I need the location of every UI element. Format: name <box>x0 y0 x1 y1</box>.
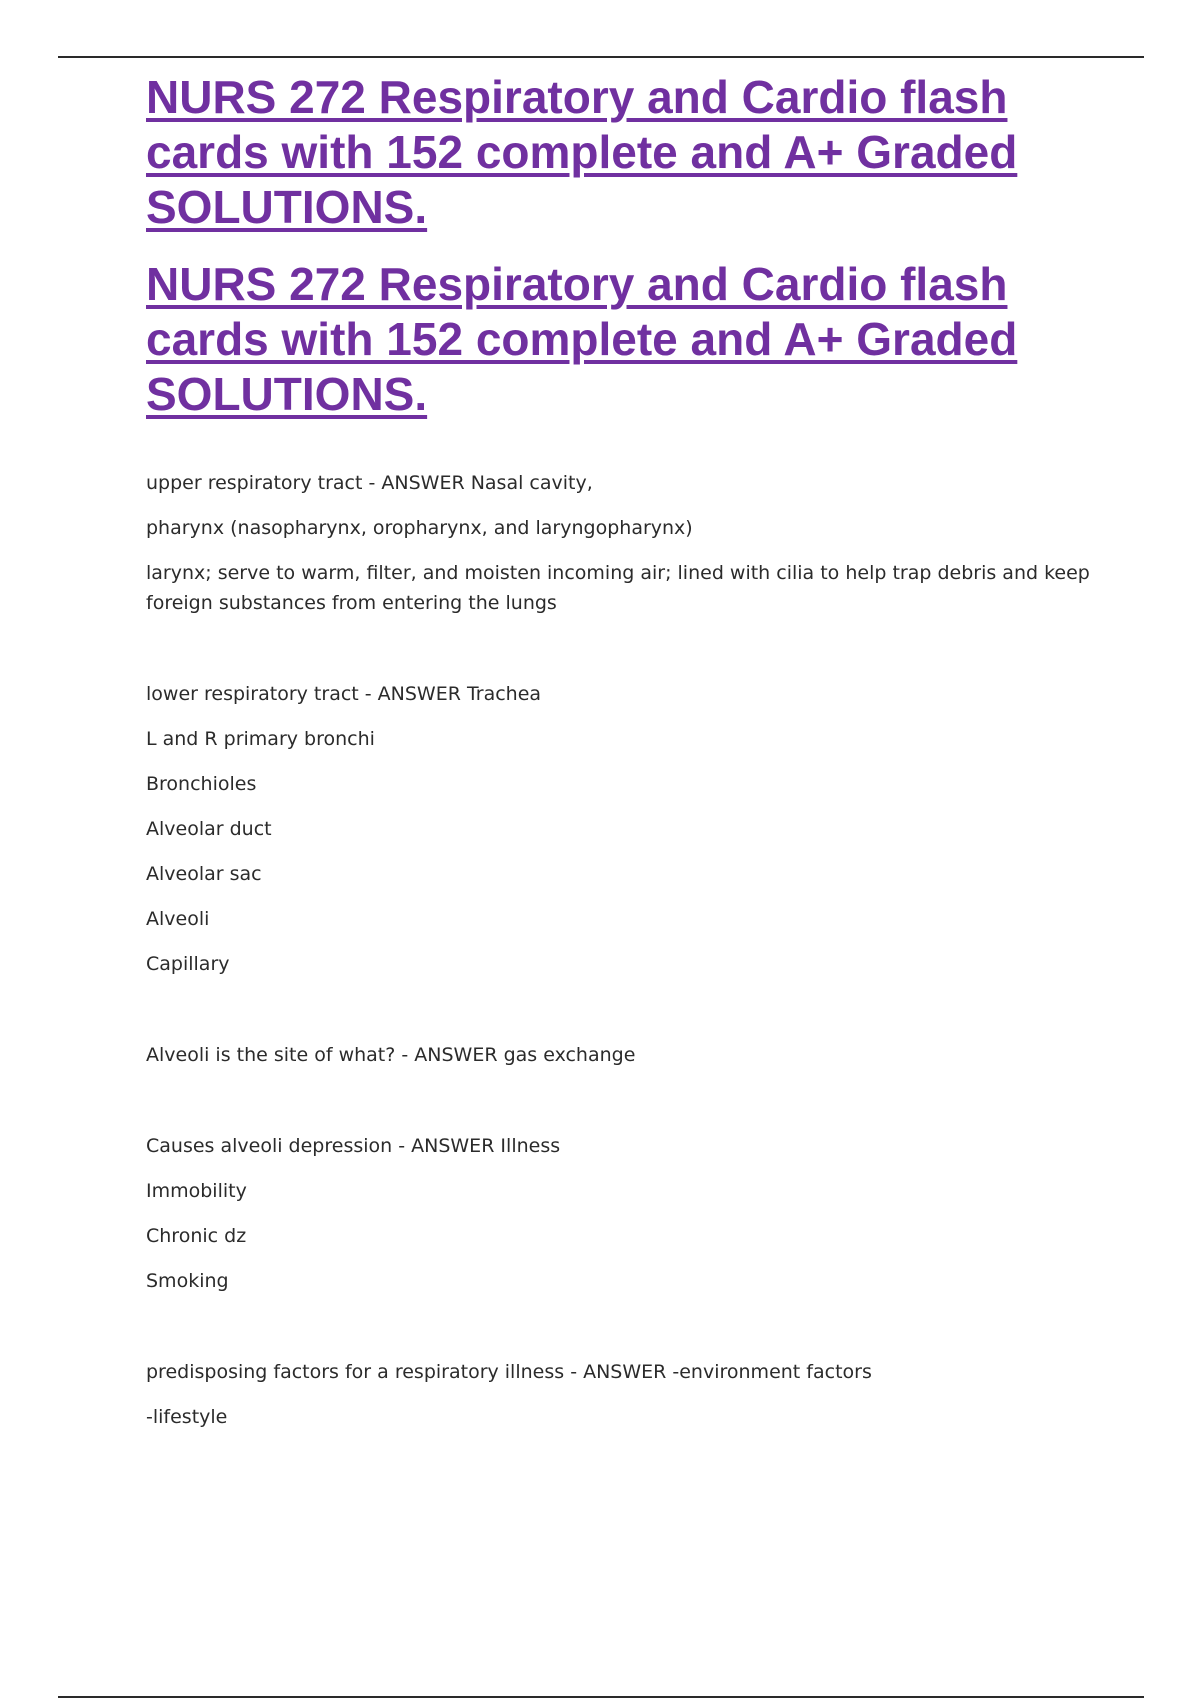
flashcard-line: Causes alveoli depression - ANSWER Illness <box>146 1135 561 1157</box>
flashcard-line: L and R primary bronchi <box>146 728 375 750</box>
flashcard-alveoli-depression <box>146 1131 1106 1311</box>
flashcard-line: -lifestyle <box>146 1406 228 1428</box>
flashcard-line: Alveolar duct <box>146 818 272 840</box>
flashcard-lower-respiratory <box>146 679 1106 994</box>
flashcard-line: Bronchioles <box>146 773 257 795</box>
flashcard-line: Immobility <box>146 1180 247 1202</box>
flashcard-line: Alveoli is the site of what? - ANSWER gas exchange <box>146 1044 636 1066</box>
flashcard-line: Smoking <box>146 1270 229 1292</box>
flashcard-upper-respiratory <box>146 468 1106 633</box>
document-body <box>146 70 1106 1447</box>
flashcard-line: Chronic dz <box>146 1225 247 1247</box>
flashcard-alveoli-site <box>146 1040 1106 1085</box>
flashcard-predisposing-factors <box>146 1357 1106 1447</box>
card-spacer <box>146 633 1106 679</box>
top-rule <box>58 56 1144 58</box>
flashcard-line: pharynx (nasopharynx, oropharynx, and laryngopharynx) <box>146 517 693 539</box>
flashcard-line: Alveolar sac <box>146 863 262 885</box>
flashcard-line: predisposing factors for a respiratory illness - ANSWER -environment factors <box>146 1361 872 1383</box>
flashcard-line: lower respiratory tract - ANSWER Trachea <box>146 683 542 705</box>
flashcard-line: Alveoli <box>146 908 210 930</box>
card-spacer <box>146 994 1106 1040</box>
document-title-repeat[interactable]: NURS 272 Respiratory and Cardio flash cards with 152 complete and A+ Graded SOLUTIONS. <box>146 258 1018 420</box>
flashcard-line: Capillary <box>146 953 230 975</box>
flashcard-line: larynx; serve to warm, filter, and moisten incoming air; lined with cilia to help trap debris and keep foreign substances from entering the lungs <box>146 562 1090 614</box>
document-title[interactable]: NURS 272 Respiratory and Cardio flash cards with 152 complete and A+ Graded SOLUTIONS. <box>146 71 1018 233</box>
bottom-rule <box>58 1696 1144 1698</box>
flashcard-list <box>146 468 1106 1447</box>
card-spacer <box>146 1311 1106 1357</box>
card-spacer <box>146 1085 1106 1131</box>
flashcard-line: upper respiratory tract - ANSWER Nasal cavity, <box>146 472 593 494</box>
